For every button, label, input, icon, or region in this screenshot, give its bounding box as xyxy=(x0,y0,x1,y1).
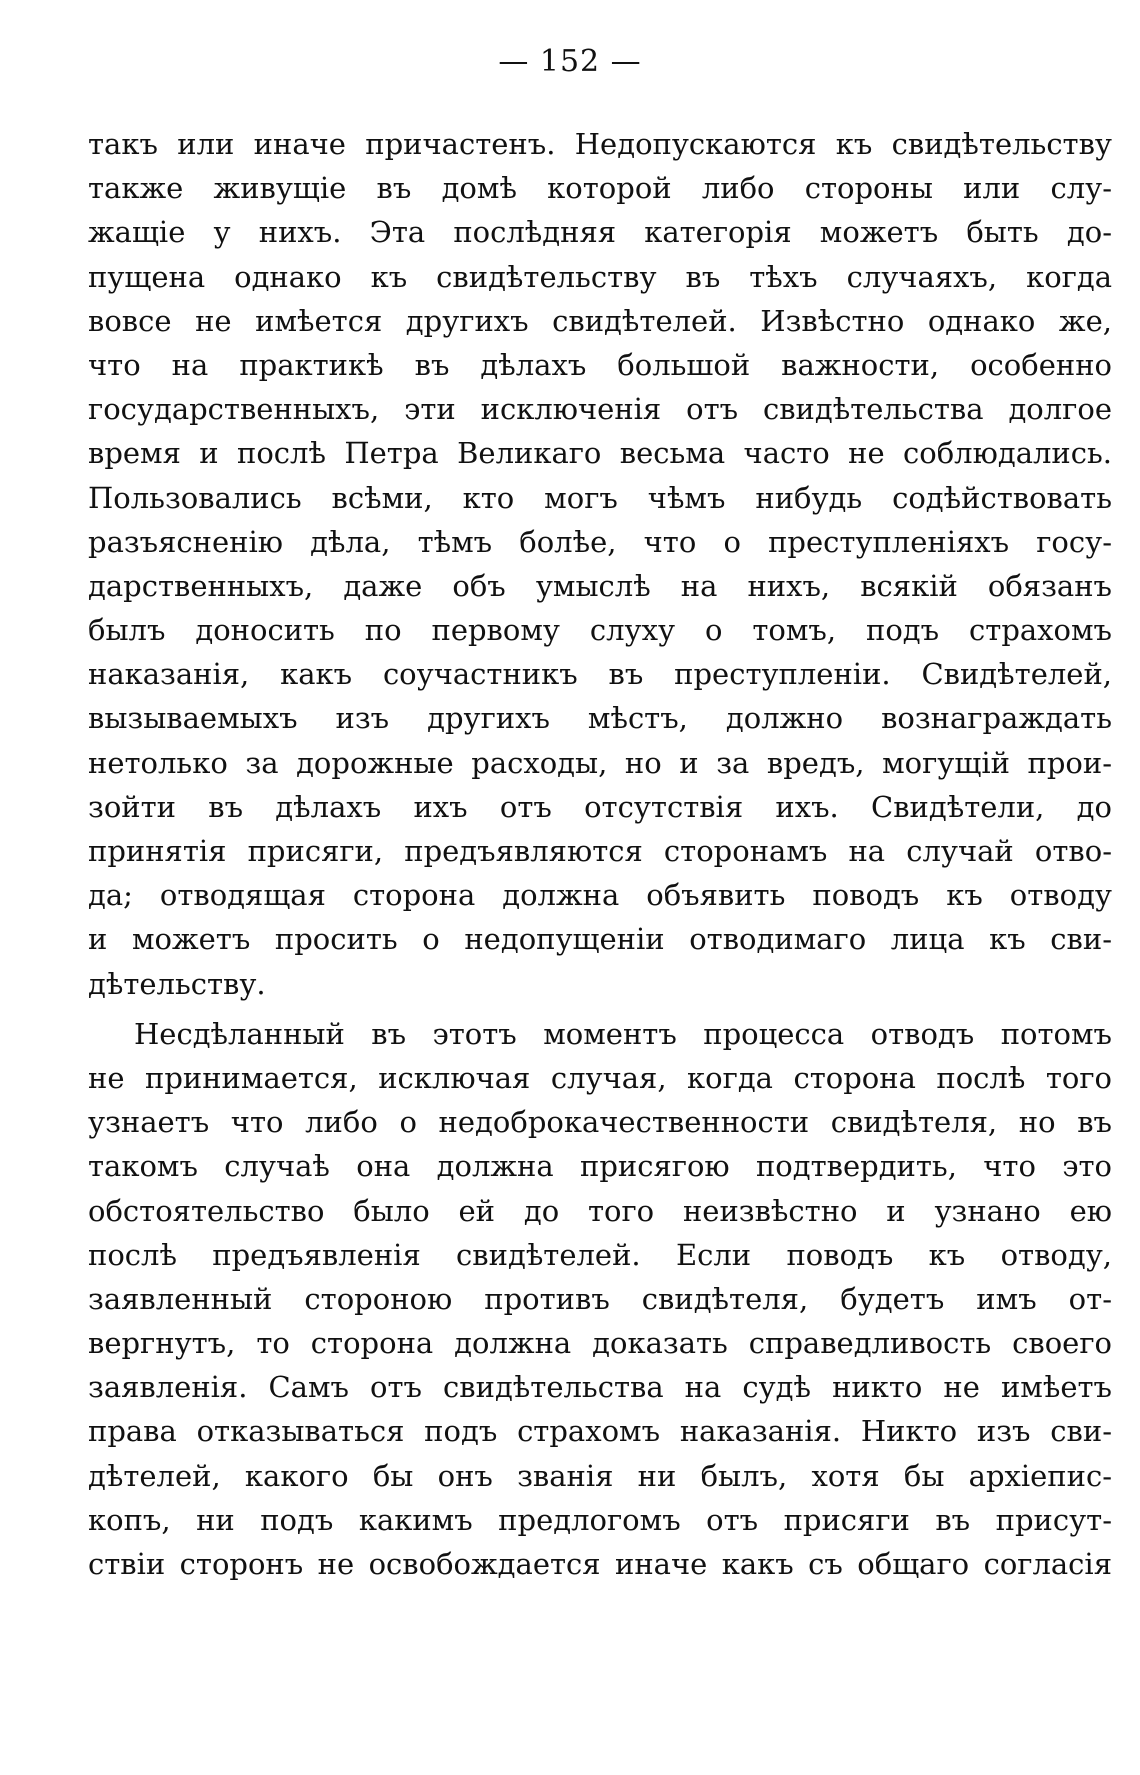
text-line: ствіи сторонъ не освобождается иначе какъ съ общаго согласія xyxy=(88,1547,1112,1581)
text-line: да; отводящая сторона должна объявить поводъ къ отводу xyxy=(88,878,1112,913)
text-line: Несдѣланный въ этотъ моментъ процесса отводъ потомъ xyxy=(134,1016,1112,1051)
text-line: такомъ случаѣ она должна присягою подтвердить, что это xyxy=(88,1149,1112,1184)
text-line: дарственныхъ, даже объ умыслѣ на нихъ, всякій обязанъ xyxy=(88,568,1112,603)
text-line: нетолько за дорожные расходы, но и за вредъ, могущій прои- xyxy=(88,745,1112,780)
text-line: и можетъ просить о недопущеніи отводимаго лица къ сви- xyxy=(88,922,1112,957)
text-line: что на практикѣ въ дѣлахъ большой важности, особенно xyxy=(88,347,1112,382)
text-line: зойти въ дѣлахъ ихъ отъ отсутствія ихъ. Свидѣтели, до xyxy=(88,789,1112,824)
text-line: время и послѣ Петра Великаго весьма часто не соблюдались. xyxy=(88,436,1112,471)
paragraph xyxy=(88,122,1112,1006)
text-line: разъясненію дѣла, тѣмъ болѣе, что о преступленіяхъ госу- xyxy=(88,524,1112,559)
text-line: пущена однако къ свидѣтельству въ тѣхъ случаяхъ, когда xyxy=(88,259,1112,294)
text-line: Пользовались всѣми, кто могъ чѣмъ нибудь содѣйствовать xyxy=(88,480,1112,515)
text-line: копъ, ни подъ какимъ предлогомъ отъ присяги въ присут- xyxy=(88,1502,1112,1537)
text-line: дѣтелей, какого бы онъ званія ни былъ, хотя бы архіепис- xyxy=(88,1458,1112,1493)
text-line: принятія присяги, предъявляются сторонамъ на случай отво- xyxy=(88,834,1112,868)
text-line: государственныхъ, эти исключенія отъ свидѣтельства долгое xyxy=(88,392,1112,427)
paragraph xyxy=(88,1012,1112,1586)
text-line: дѣтельству. xyxy=(88,966,266,1001)
body-text xyxy=(88,122,1112,1586)
text-line: вергнутъ, то сторона должна доказать справедливость своего xyxy=(88,1326,1112,1361)
text-line: такъ или иначе причастенъ. Недопускаются къ свидѣтельству xyxy=(88,127,1112,161)
text-line: права отказываться подъ страхомъ наказанія. Никто изъ сви- xyxy=(88,1414,1112,1449)
text-line: заявленія. Самъ отъ свидѣтельства на судѣ никто не имѣетъ xyxy=(88,1370,1112,1405)
text-line: узнаетъ что либо о недоброкачественности свидѣтеля, но въ xyxy=(88,1105,1112,1140)
page-number: — 152 — xyxy=(498,44,642,79)
text-line: послѣ предъявленія свидѣтелей. Если поводъ къ отводу, xyxy=(88,1237,1112,1272)
text-line: жащіе у нихъ. Эта послѣдняя категорія можетъ быть до- xyxy=(88,215,1112,250)
text-line: обстоятельство было ей до того неизвѣстно и узнано ею xyxy=(88,1193,1112,1228)
text-line: заявленный стороною противъ свидѣтеля, будетъ имъ от- xyxy=(88,1281,1112,1316)
text-line: наказанія, какъ соучастникъ въ преступленіи. Свидѣтелей, xyxy=(88,657,1112,692)
text-line: вызываемыхъ изъ другихъ мѣстъ, должно вознаграждать xyxy=(88,701,1112,736)
text-line: вовсе не имѣется другихъ свидѣтелей. Извѣстно однако же, xyxy=(88,303,1112,338)
text-line: былъ доносить по первому слуху о томъ, подъ страхомъ xyxy=(88,613,1112,648)
text-line: не принимается, исключая случая, когда сторона послѣ того xyxy=(88,1060,1112,1095)
text-line: также живущіе въ домѣ которой либо стороны или слу- xyxy=(88,171,1112,206)
